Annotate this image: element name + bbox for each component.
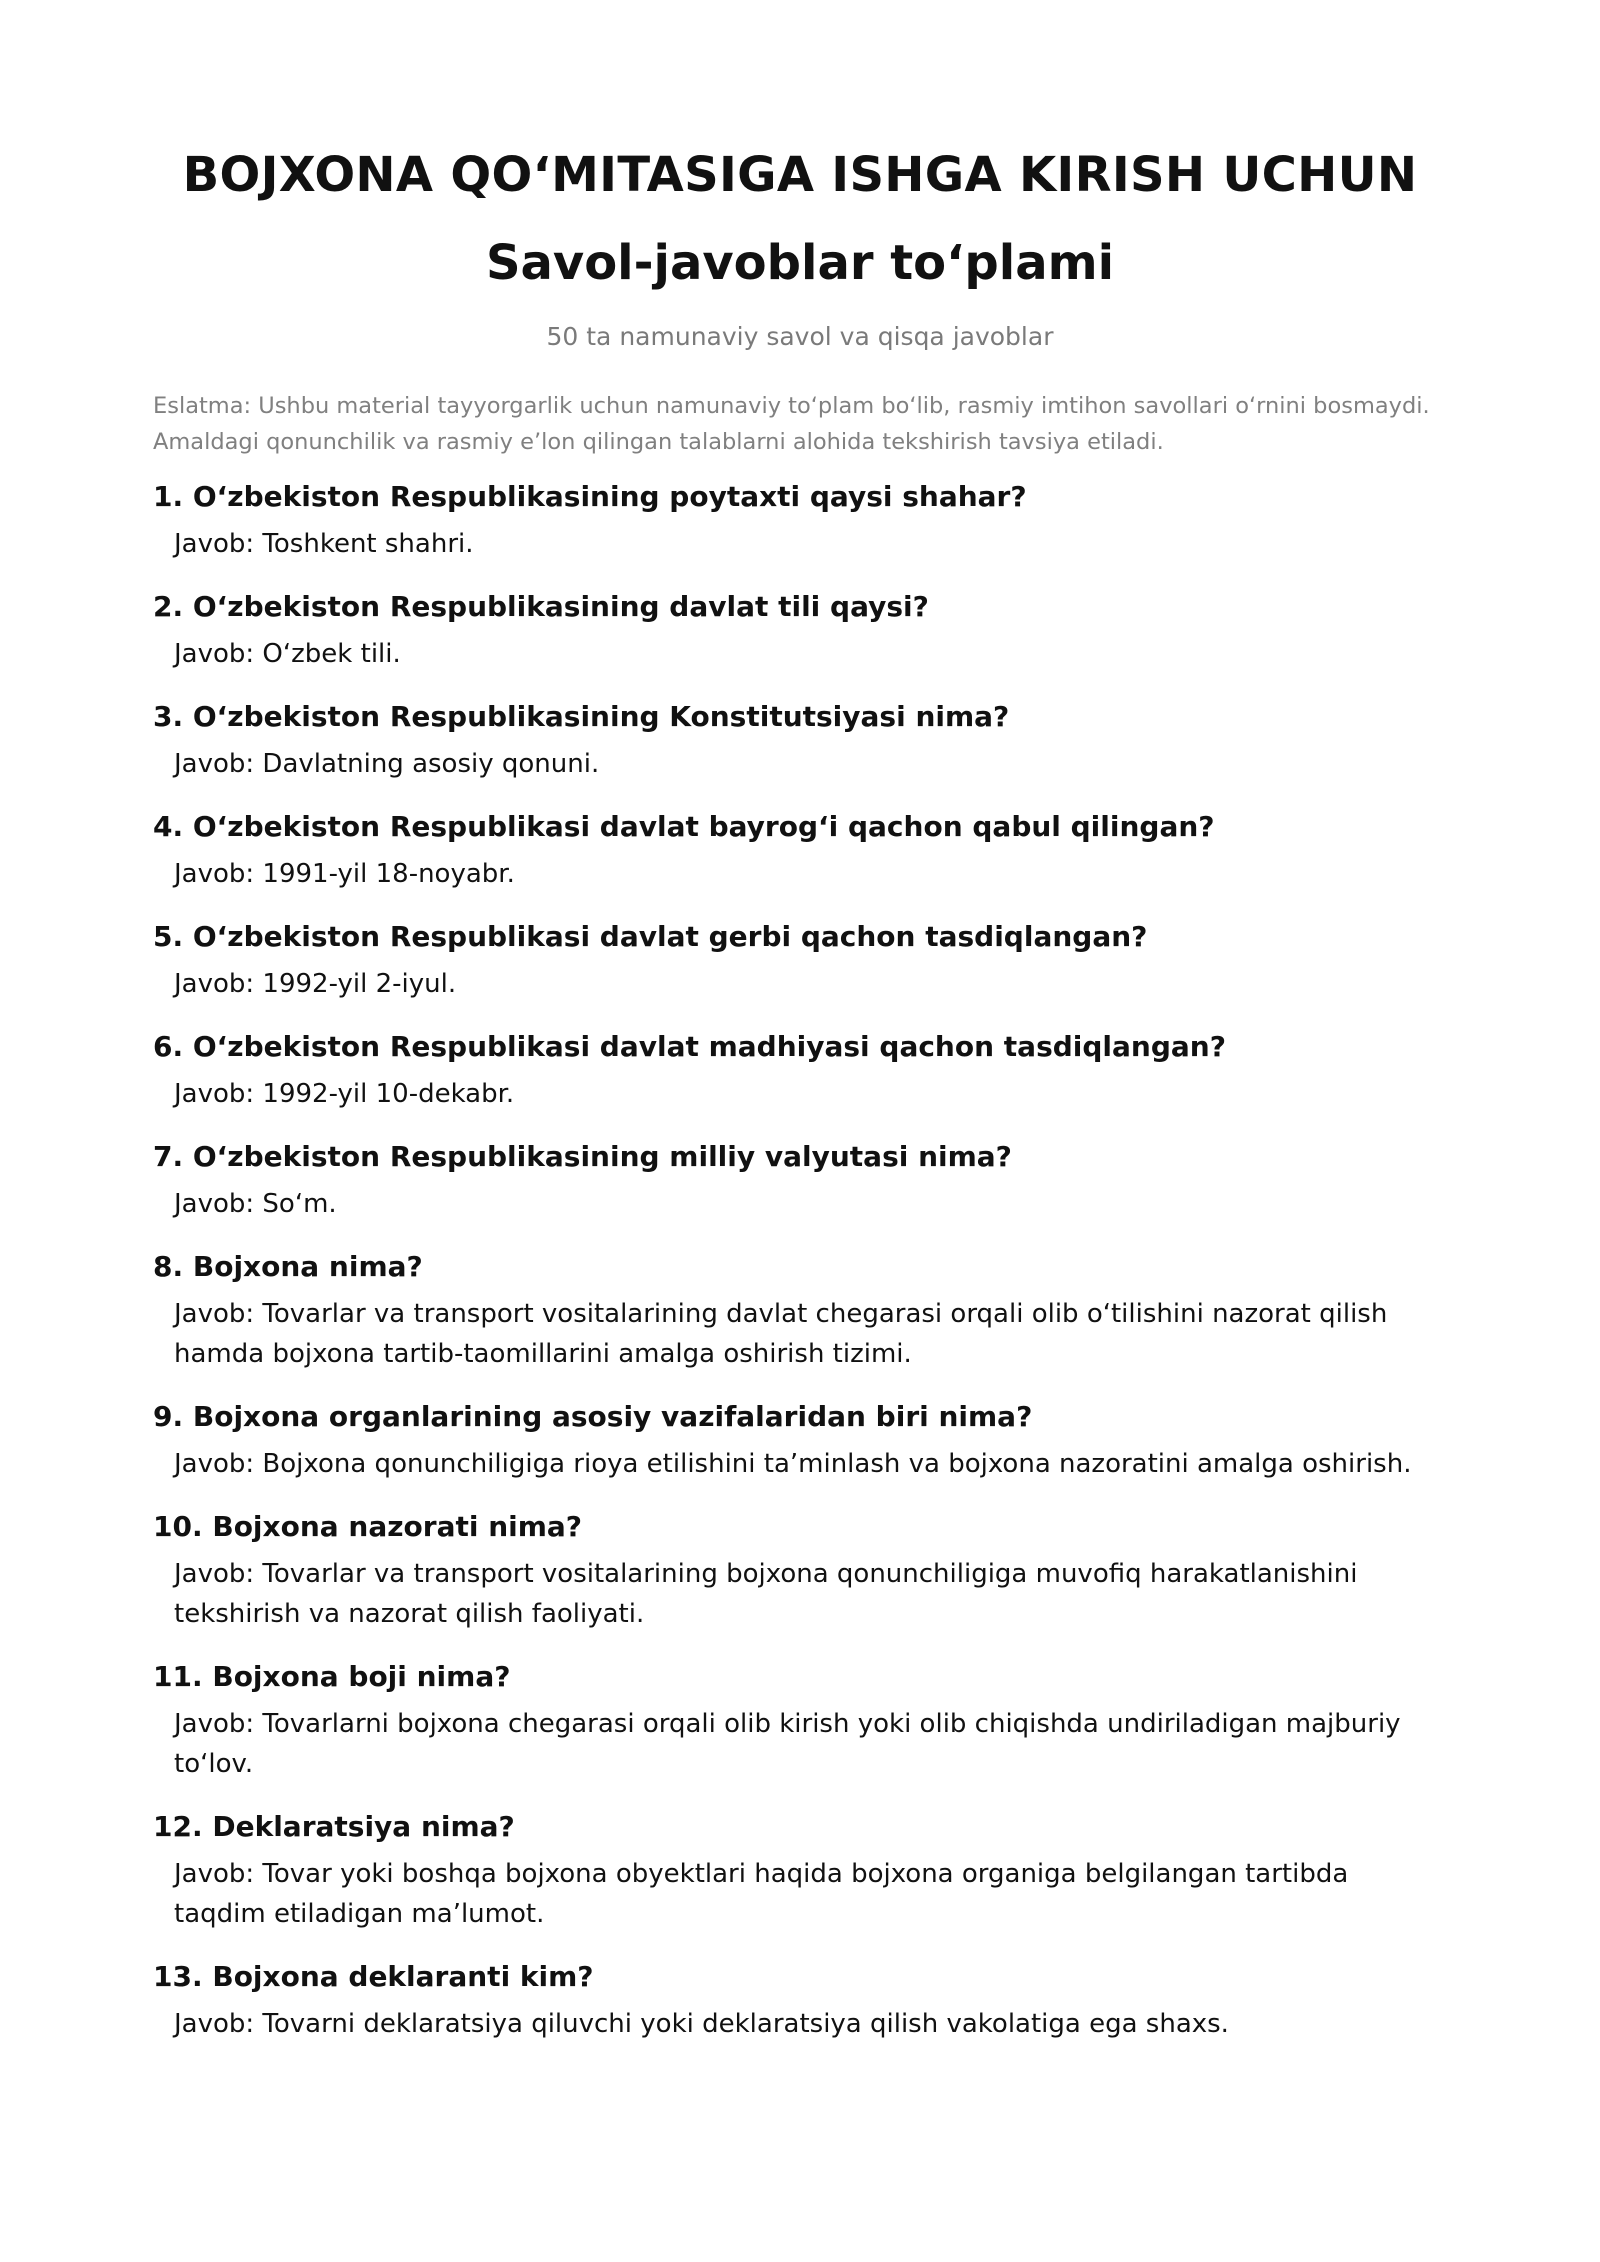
- qa-item: [153, 918, 1447, 1004]
- question-text: 6. O‘zbekiston Respublikasi davlat madhiyasi qachon tasdiqlangan?: [153, 1030, 1226, 1063]
- answer-text: Javob: Tovar yoki boshqa bojxona obyektlari haqida bojxona organiga belgilangan tartibda taqdim etiladigan ma’lumot.: [174, 1859, 1349, 1929]
- qa-item: [153, 808, 1447, 894]
- answer-text: Javob: 1992-yil 10-dekabr.: [174, 1079, 515, 1109]
- question-text: 10. Bojxona nazorati nima?: [153, 1510, 583, 1543]
- answer-text: Javob: Bojxona qonunchiligiga rioya etilishini ta’minlash va bojxona nazoratini amalga oshirish.: [174, 1449, 1412, 1479]
- answer-text: Javob: 1992-yil 2-iyul.: [174, 969, 457, 999]
- question-text: 11. Bojxona boji nima?: [153, 1660, 511, 1693]
- qa-item: [153, 1508, 1447, 1634]
- qa-item: [153, 478, 1447, 564]
- answer-text: Javob: Tovarlar va transport vositalarining bojxona qonunchiligiga muvofiq harakatlanishini tekshirish va nazorat qilish faoliyati.: [174, 1559, 1358, 1629]
- qa-list: [153, 478, 1447, 2044]
- document-title: BOJXONA QO‘MITASIGA ISHGA KIRISH UCHUN: [182, 147, 1418, 203]
- answer-text: Javob: 1991-yil 18-noyabr.: [174, 859, 515, 889]
- qa-item: [153, 1248, 1447, 1374]
- question-text: 8. Bojxona nima?: [153, 1250, 423, 1283]
- answer-text: Javob: Toshkent shahri.: [174, 529, 474, 559]
- qa-item: [153, 1958, 1447, 2044]
- answer-text: Javob: Tovarlarni bojxona chegarasi orqali olib kirish yoki olib chiqishda undiriladigan majburiy to‘lov.: [174, 1709, 1401, 1779]
- question-text: 13. Bojxona deklaranti kim?: [153, 1960, 594, 1993]
- question-text: 9. Bojxona organlarining asosiy vazifalaridan biri nima?: [153, 1400, 1033, 1433]
- answer-text: Javob: Davlatning asosiy qonuni.: [174, 749, 600, 779]
- qa-item: [153, 1808, 1447, 1934]
- qa-item: [153, 1028, 1447, 1114]
- qa-item: [153, 588, 1447, 674]
- disclaimer-note: Eslatma: Ushbu material tayyorgarlik uchun namunaviy to‘plam bo‘lib, rasmiy imtihon savollari o‘rnini bosmaydi. Amaldagi qonunchilik va rasmiy e’lon qilingan talablarni alohida tekshirish tavsiya etiladi.: [153, 393, 1430, 455]
- answer-text: Javob: O‘zbek tili.: [174, 639, 401, 669]
- qa-item: [153, 698, 1447, 784]
- question-text: 1. O‘zbekiston Respublikasining poytaxti qaysi shahar?: [153, 480, 1027, 513]
- question-text: 5. O‘zbekiston Respublikasi davlat gerbi qachon tasdiqlangan?: [153, 920, 1148, 953]
- qa-item: [153, 1138, 1447, 1224]
- question-text: 3. O‘zbekiston Respublikasining Konstitutsiyasi nima?: [153, 700, 1010, 733]
- answer-text: Javob: Tovarlar va transport vositalarining davlat chegarasi orqali olib o‘tilishini nazorat qilish hamda bojxona tartib-taomillarini amalga oshirish tizimi.: [174, 1299, 1388, 1369]
- document-description: 50 ta namunaviy savol va qisqa javoblar: [546, 322, 1054, 351]
- question-text: 7. O‘zbekiston Respublikasining milliy valyutasi nima?: [153, 1140, 1012, 1173]
- answer-text: Javob: So‘m.: [174, 1189, 337, 1219]
- qa-item: [153, 1658, 1447, 1784]
- question-text: 4. O‘zbekiston Respublikasi davlat bayrog‘i qachon qabul qilingan?: [153, 810, 1215, 843]
- qa-item: [153, 1398, 1447, 1484]
- document-subtitle-heading: Savol-javoblar to‘plami: [485, 235, 1115, 291]
- question-text: 12. Deklaratsiya nima?: [153, 1810, 515, 1843]
- question-text: 2. O‘zbekiston Respublikasining davlat tili qaysi?: [153, 590, 929, 623]
- answer-text: Javob: Tovarni deklaratsiya qiluvchi yoki deklaratsiya qilish vakolatiga ega shaxs.: [174, 2009, 1229, 2039]
